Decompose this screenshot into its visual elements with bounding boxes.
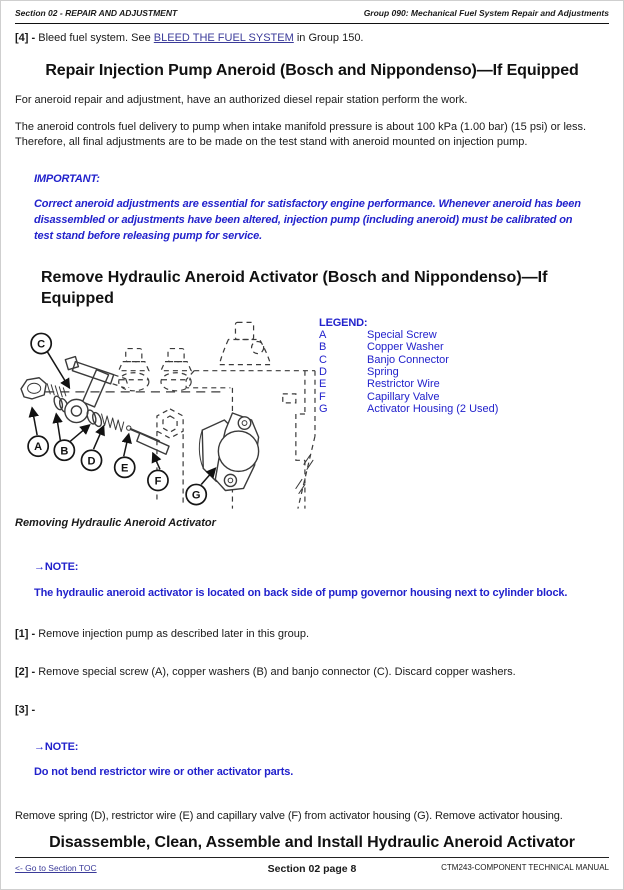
legend-label: Banjo Connector [367,353,449,366]
step-3 [15,703,609,719]
note-2-text: Do not bend restrictor wire or other activator parts. [34,766,294,778]
callout-g [186,484,206,504]
legend-key: B [319,341,327,354]
section1-paragraph-1: For aneroid repair and adjustment, have an authorized diesel repair station perform the work. [15,93,468,106]
note-1-text: The hydraulic aneroid activator is located on back side of pump governor housing next to cylinder block. [34,586,568,599]
legend-item-b [319,341,498,353]
dashed-fitting-2 [161,348,191,390]
step-1 [15,627,609,643]
legend-label: Activator Housing (2 Used) [367,403,499,416]
footer-page-number: Section 02 page 8 [267,863,357,875]
capillary-valve-part [137,433,169,454]
legend-label: Copper Washer [367,341,444,354]
dashed-fitting-1 [119,348,149,390]
callout-arrow-e [124,434,129,456]
figure-caption: Removing Hydraulic Aneroid Activator [15,516,216,529]
step-1-text: Remove injection pump as described later in this group. [35,628,310,641]
page-footer [15,857,609,875]
activator-housing-part [199,413,258,491]
svg-text:A: A [34,441,43,454]
section1-title: Repair Injection Pump Aneroid (Bosch and Nippondenso)—If Equipped [45,61,579,79]
legend-key: A [319,328,327,341]
step-4-number: [4] - [15,32,36,44]
callout-arrow-c [47,351,69,387]
callout-a [28,436,48,456]
note-1 [34,561,609,601]
step-4-text-post: in Group 150. [293,32,364,44]
legend-item-a [319,329,498,341]
legend-key: D [319,366,327,379]
legend-key: F [319,390,326,403]
aneroid-activator-diagram [15,317,317,515]
legend-item-g [319,403,498,415]
legend-label: Spring [367,366,399,379]
section2-title: Remove Hydraulic Aneroid Activator (Bosch and Nippondenso)—If Equipped [41,268,548,307]
special-screw-part [21,378,66,399]
footer-toc-area [15,863,213,873]
figure-row [15,317,609,515]
callout-f [148,470,168,490]
callout-d [81,450,101,470]
step-4-text-pre: Bleed fuel system. See [35,32,154,44]
callout-arrow-f [153,453,160,469]
note-2 [34,741,609,780]
go-to-section-toc-link[interactable]: <- Go to Section TOC [15,863,97,873]
step-2 [15,665,609,681]
note-1-label: →NOTE: [34,560,79,573]
copper-washers-part-2 [85,409,103,428]
section1-paragraph-2: The aneroid controls fuel delivery to pump when intake manifold pressure is about 100 kPa (1.00 bar) (15 psi) or less. Therefore, all final adjustments are to be made on the test stand with aneroid mounted on injection pump. [15,120,587,149]
legend-item-c [319,354,498,366]
svg-text:C: C [37,338,46,351]
svg-text:B: B [60,445,69,458]
callout-c [31,333,51,353]
legend-item-d [319,366,498,378]
header-group-label: Group 090: Mechanical Fuel System Repair and Adjustments [363,8,609,18]
header-section-label: Section 02 - REPAIR AND ADJUSTMENT [15,8,178,18]
important-text: Correct aneroid adjustments are essential for satisfactory engine performance. Whenever aneroid has been disassembled or adjustments have been altered, injection pump (including aneroid) must be calibrated on test stand before releasing pump for service. [34,197,581,242]
callout-arrow-a [32,408,37,435]
svg-text:E: E [121,462,129,475]
legend-label: Special Screw [367,328,437,341]
legend-item-f [319,391,498,403]
step-4 [15,31,609,47]
exploded-view-illustration [15,317,317,515]
callout-b [54,440,74,460]
step-2-text: Remove special screw (A), copper washers (B) and banjo connector (C). Discard copper washers. [35,666,516,679]
legend-label: Restrictor Wire [367,378,440,391]
legend-key: E [319,378,327,391]
procedure-steps [15,627,609,719]
footer-manual-id: CTM243-COMPONENT TECHNICAL MANUAL [441,863,609,872]
spring-part [102,414,124,432]
callout-arrow-d [94,426,104,449]
legend-label: Capillary Valve [367,390,440,403]
svg-text:D: D [87,455,96,468]
legend-key: G [319,403,328,416]
legend-key: C [319,353,327,366]
svg-text:G: G [191,489,201,502]
svg-text:F: F [154,475,162,488]
bleed-fuel-system-link[interactable]: BLEED THE FUEL SYSTEM [153,32,294,44]
step-3-number: [3] - [15,704,36,717]
step-2-number: [2] - [15,666,36,679]
legend [319,317,498,515]
callout-e [115,457,135,477]
callout-arrow-b1 [56,414,60,440]
callout-arrow-b2 [70,425,89,441]
section3-title: Disassemble, Clean, Assemble and Install Hydraulic Aneroid Activator [49,834,575,852]
closing-paragraph: Remove spring (D), restrictor wire (E) and capillary valve (F) from activator housing (G). Remove activator housing. [15,810,563,823]
important-label: IMPORTANT: [34,172,100,185]
step-1-number: [1] - [15,628,36,641]
page-header [15,1,609,24]
important-block [34,173,609,245]
legend-title: LEGEND: [319,316,368,329]
legend-item-e [319,378,498,390]
note-2-label: →NOTE: [34,741,79,753]
